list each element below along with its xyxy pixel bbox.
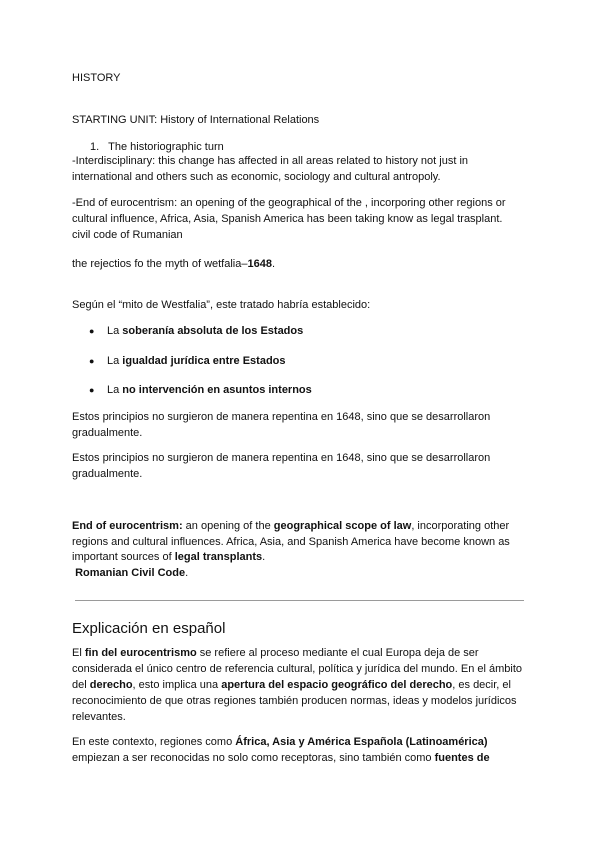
list-number: 1.: [90, 141, 100, 153]
westfalia-period: .: [271, 258, 276, 270]
numbered-list-item: [90, 139, 224, 155]
section-heading: Explicación en español: [72, 620, 226, 637]
bullet-item: ● La soberanía absoluta de los Estados: [89, 325, 304, 337]
westfalia-intro: Según el “mito de Westfalia”, este tratado habría establecido:: [72, 299, 371, 311]
paragraph-explicacion: El fin del eurocentrismo se refiere al proceso mediante el cual Europa deja de ser considerada el único centro de referencia cultural, política y jurídica del mundo. En el ámbito del derecho, esto implica una apertura del espacio geográfico del derecho, es decir, el reconocimiento de que otras regiones también producen normas, ideas y modelos jurídicos relevantes.: [72, 647, 523, 723]
bullet-bold: igualdad jurídica entre Estados: [122, 355, 286, 367]
bullet-icon: ●: [89, 326, 95, 336]
paragraph-estos-2: Estos principios no surgieron de manera repentina en 1648, sino que se desarrollaron gradualmente.: [72, 452, 491, 480]
paragraph-westfalia-myth: [72, 256, 275, 272]
unit-heading: STARTING UNIT: History of International Relations: [72, 114, 320, 126]
paragraph-interdisciplinary: -Interdisciplinary: this change has affected in all areas related to history not just in international and others such as economic, sociology and cultural antropoly.: [72, 155, 469, 183]
bullet-item: ● La igualdad jurídica entre Estados: [89, 355, 286, 367]
bullet-icon: ●: [89, 356, 95, 366]
westfalia-text: the rejectios fo the myth of wetfalia–: [72, 258, 248, 270]
bullet-item: ● La no intervención en asuntos internos: [89, 384, 312, 396]
paragraph-civil-code: civil code of Rumanian: [72, 229, 183, 241]
bullet-bold: soberanía absoluta de los Estados: [122, 325, 304, 337]
paragraph-end-eurocentrism: -End of eurocentrism: an opening of the geographical of the , incorporing other regions or cultural influence, Africa, Asia, Spanish America has been taking know as legal trasplant.: [72, 197, 506, 225]
document-title: HISTORY: [72, 72, 121, 84]
bullet-icon: ●: [89, 385, 95, 395]
bullet-bold: no intervención en asuntos internos: [122, 384, 312, 396]
horizontal-divider: [75, 600, 524, 601]
list-item-text: The historiographic turn: [108, 141, 224, 153]
paragraph-contexto: En este contexto, regiones como África, Asia y América Española (Latinoamérica) empiezan a ser reconocidas no solo como receptoras, sino también como fuentes de: [72, 736, 490, 764]
westfalia-year: 1648: [247, 258, 272, 270]
paragraph-estos-1: Estos principios no surgieron de manera repentina en 1648, sino que se desarrollaron gradualmente.: [72, 411, 491, 439]
paragraph-eurocentrism-revised: End of eurocentrism: an opening of the geographical scope of law, incorporating other regions and cultural influences. Africa, Asia, and Spanish America have become known as important sources of legal transplants. Romanian Civil Code.: [72, 520, 510, 579]
